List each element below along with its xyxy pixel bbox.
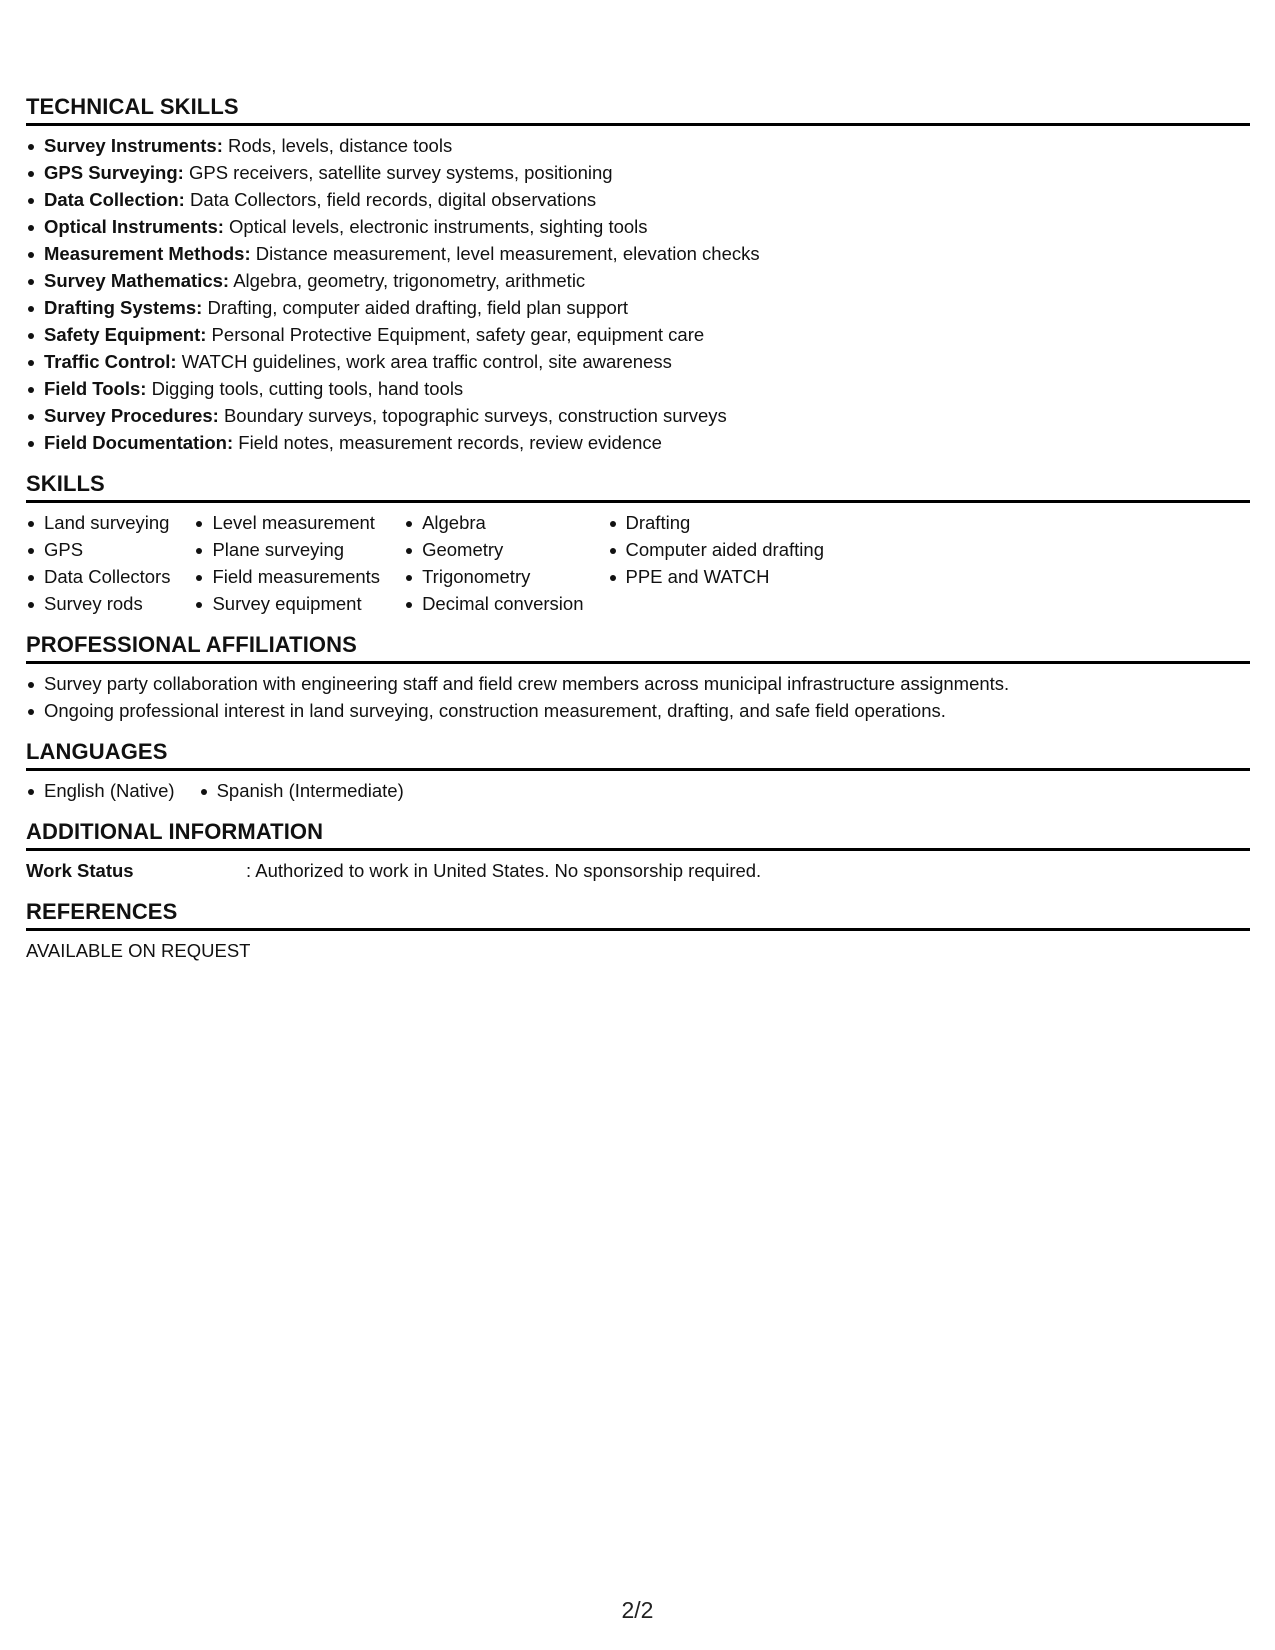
- list-item: Survey rods: [26, 590, 170, 617]
- section-title: TECHNICAL SKILLS: [26, 94, 239, 119]
- section-title: REFERENCES: [26, 899, 178, 924]
- skills-section: [26, 470, 1250, 617]
- section-title: PROFESSIONAL AFFILIATIONS: [26, 632, 357, 657]
- list-item: Field measurements: [194, 563, 380, 590]
- work-status-row: [26, 857, 1250, 884]
- list-item: English (Native): [26, 777, 175, 804]
- affiliations-list: [26, 670, 1250, 724]
- references-text: AVAILABLE ON REQUEST: [26, 940, 251, 961]
- list-item: Optical Instruments: Optical levels, electronic instruments, sighting tools: [26, 213, 1250, 240]
- list-item: Geometry: [404, 536, 583, 563]
- list-item: Level measurement: [194, 509, 380, 536]
- section-divider: [26, 848, 1250, 851]
- list-item: Survey Instruments: Rods, levels, distance tools: [26, 132, 1250, 159]
- list-item: Computer aided drafting: [608, 536, 824, 563]
- language-group: [199, 777, 428, 804]
- list-item: Data Collectors: [26, 563, 170, 590]
- skills-column: [404, 509, 583, 617]
- technical-skills-section: [26, 93, 1250, 456]
- list-item: Spanish (Intermediate): [199, 777, 404, 804]
- work-status-value: : Authorized to work in United States. No sponsorship required.: [246, 860, 762, 881]
- language-group: [26, 777, 199, 804]
- list-item: Survey party collaboration with engineering staff and field crew members across municipal infrastructure assignments.: [26, 670, 1250, 697]
- skills-grid: [26, 509, 1250, 617]
- section-divider: [26, 768, 1250, 771]
- list-item: PPE and WATCH: [608, 563, 824, 590]
- languages-section: [26, 738, 1250, 804]
- page-number: 2/2: [621, 1597, 654, 1623]
- work-status-label: Work Status: [26, 860, 134, 881]
- list-item: Measurement Methods: Distance measurement, level measurement, elevation checks: [26, 240, 1250, 267]
- list-item: Field Documentation: Field notes, measurement records, review evidence: [26, 429, 1250, 456]
- list-item: Trigonometry: [404, 563, 583, 590]
- list-item: Survey Mathematics: Algebra, geometry, trigonometry, arithmetic: [26, 267, 1250, 294]
- list-item: GPS: [26, 536, 170, 563]
- section-divider: [26, 661, 1250, 664]
- skills-column: [26, 509, 170, 617]
- list-item: Data Collection: Data Collectors, field records, digital observations: [26, 186, 1250, 213]
- references-section: [26, 898, 1250, 964]
- section-title: LANGUAGES: [26, 739, 168, 764]
- list-item: Ongoing professional interest in land surveying, construction measurement, drafting, and safe field operations.: [26, 697, 1250, 724]
- languages-list: [26, 777, 1250, 804]
- list-item: Algebra: [404, 509, 583, 536]
- section-divider: [26, 500, 1250, 503]
- resume-page: [26, 93, 1250, 978]
- section-divider: [26, 123, 1250, 126]
- section-title: ADDITIONAL INFORMATION: [26, 819, 324, 844]
- additional-info-section: [26, 818, 1250, 884]
- list-item: Safety Equipment: Personal Protective Equipment, safety gear, equipment care: [26, 321, 1250, 348]
- list-item: Survey Procedures: Boundary surveys, topographic surveys, construction surveys: [26, 402, 1250, 429]
- list-item: Traffic Control: WATCH guidelines, work area traffic control, site awareness: [26, 348, 1250, 375]
- technical-skills-list: [26, 132, 1250, 456]
- list-item: Drafting: [608, 509, 824, 536]
- skills-column: [194, 509, 380, 617]
- section-title: SKILLS: [26, 471, 105, 496]
- affiliations-section: [26, 631, 1250, 724]
- list-item: Decimal conversion: [404, 590, 583, 617]
- list-item: Drafting Systems: Drafting, computer aided drafting, field plan support: [26, 294, 1250, 321]
- list-item: Plane surveying: [194, 536, 380, 563]
- list-item: Land surveying: [26, 509, 170, 536]
- skills-column: [608, 509, 824, 617]
- list-item: Field Tools: Digging tools, cutting tools, hand tools: [26, 375, 1250, 402]
- section-divider: [26, 928, 1250, 931]
- list-item: Survey equipment: [194, 590, 380, 617]
- list-item: GPS Surveying: GPS receivers, satellite survey systems, positioning: [26, 159, 1250, 186]
